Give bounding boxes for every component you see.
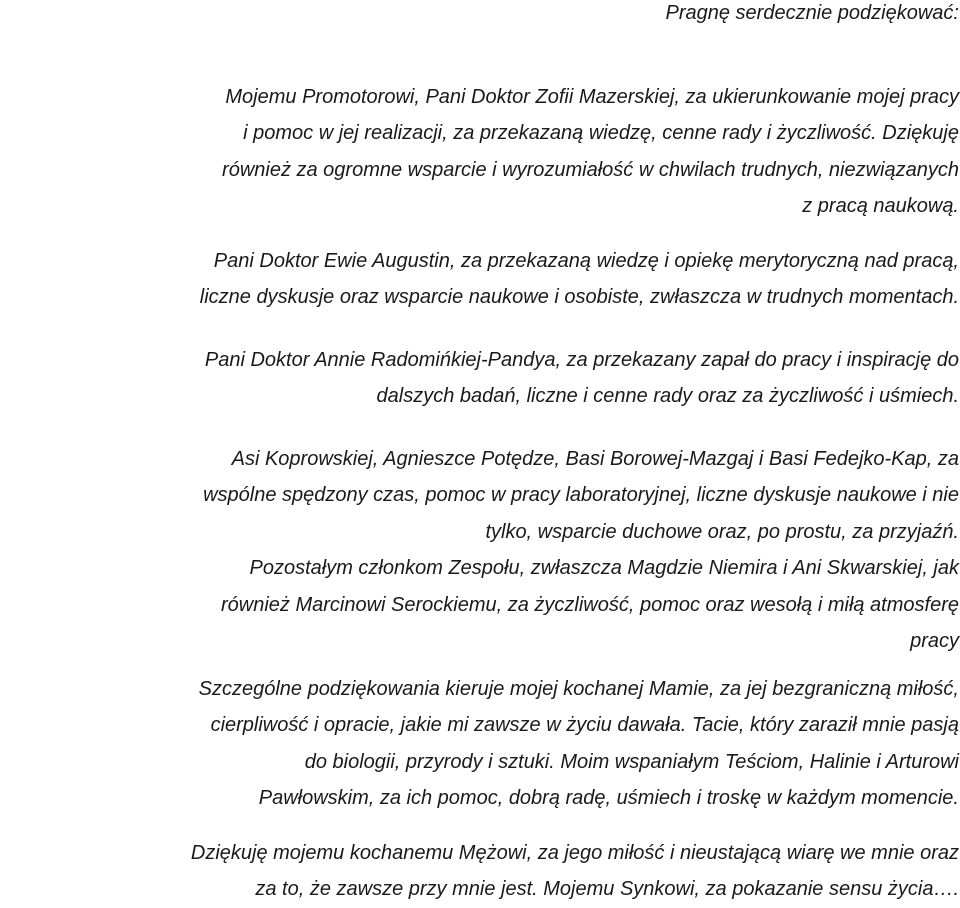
paragraph-line: pracy bbox=[910, 630, 959, 653]
paragraph-augustin bbox=[4, 243, 959, 316]
paragraph-line: Szczególne podziękowania kieruje mojej kochanej Mamie, za jej bezgraniczną miłość, bbox=[198, 678, 959, 700]
paragraph-line: Pani Doktor Annie Radomińkiej-Pandya, za przekazany zapał do pracy i inspirację do bbox=[204, 349, 959, 371]
paragraph-line: również za ogromne wsparcie i wyrozumiałość w chwilach trudnych, niezwiązanych bbox=[222, 158, 959, 181]
paragraph-line: Asi Koprowskiej, Agnieszce Potędze, Basi Borowej-Mazgaj i Basi Fedejko-Kap, za bbox=[231, 448, 959, 470]
paragraph-team bbox=[4, 441, 959, 659]
paragraph-radominska bbox=[4, 342, 959, 415]
paragraph-line: liczne dyskusje oraz wsparcie naukowe i osobiste, zwłaszcza w trudnych momentach. bbox=[199, 286, 959, 309]
paragraph-line: cierpliwość i opracie, jakie mi zawsze w życiu dawała. Tacie, który zaraził mnie pasją bbox=[210, 714, 959, 737]
paragraph-line: dalszych badań, liczne i cenne rady oraz za życzliwość i uśmiech. bbox=[376, 385, 959, 408]
heading-line: Pragnę serdecznie podziękować: bbox=[665, 2, 959, 24]
paragraph-line: z pracą naukową. bbox=[802, 195, 959, 218]
paragraph-line: do biologii, przyrody i sztuki. Moim wspaniałym Teściom, Halinie i Arturowi bbox=[304, 750, 959, 773]
paragraph-family bbox=[4, 671, 959, 817]
paragraph-line: i pomoc w jej realizacji, za przekazaną wiedzę, cenne rady i życzliwość. Dziękuję bbox=[243, 122, 959, 145]
paragraph-promoter bbox=[4, 79, 959, 225]
acknowledgements-heading bbox=[4, 0, 959, 31]
paragraph-line: Mojemu Promotorowi, Pani Doktor Zofii Mazerskiej, za ukierunkowanie mojej pracy bbox=[225, 86, 959, 108]
paragraph-line: Dziękuję mojemu kochanemu Mężowi, za jego miłość i nieustającą wiarę we mnie oraz bbox=[190, 842, 959, 864]
paragraph-line: Pozostałym członkom Zespołu, zwłaszcza Magdzie Niemira i Ani Skwarskiej, jak bbox=[249, 557, 959, 580]
paragraph-line: wspólne spędzony czas, pomoc w pracy laboratoryjnej, liczne dyskusje naukowe i nie bbox=[203, 484, 959, 507]
paragraph-husband-son bbox=[4, 835, 959, 908]
paragraph-line: Pani Doktor Ewie Augustin, za przekazaną wiedzę i opiekę merytoryczną nad pracą, bbox=[213, 250, 959, 272]
paragraph-line: Pawłowskim, za ich pomoc, dobrą radę, uśmiech i troskę w każdym momencie. bbox=[258, 787, 959, 810]
paragraph-line: również Marcinowi Serockiemu, za życzliwość, pomoc oraz wesołą i miłą atmosferę bbox=[220, 593, 959, 616]
paragraph-line: tylko, wsparcie duchowe oraz, po prostu, za przyjaźń. bbox=[485, 520, 959, 543]
paragraph-line: za to, że zawsze przy mnie jest. Mojemu Synkowi, za pokazanie sensu życia…. bbox=[255, 878, 959, 901]
